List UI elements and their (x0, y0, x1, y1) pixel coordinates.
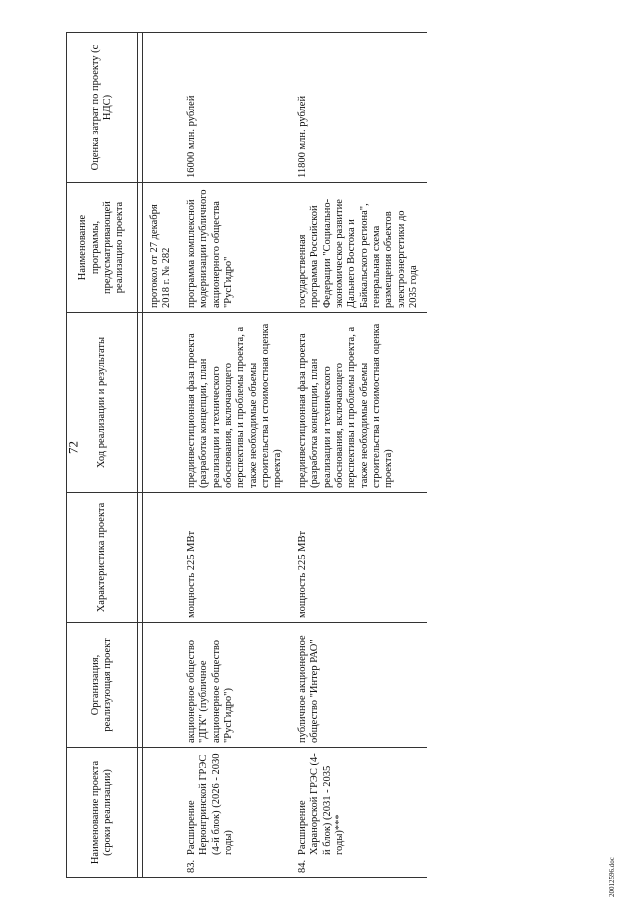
table-row (180, 33, 291, 878)
cell-name (180, 748, 291, 878)
row-number: 83. (185, 859, 197, 873)
header-program: Наименование программы, предусматривающей реализацию проекта (67, 183, 138, 313)
projects-table (66, 32, 427, 878)
cell-organization: акционерное общество "ДГК" (публичное акционерное общество "РусГидро") (180, 623, 291, 748)
rotated-table-container (66, 33, 586, 878)
cell-characteristic: мощность 225 МВт (180, 493, 291, 623)
header-organization: Организация, реализующая проект (67, 623, 138, 748)
cell-organization: публичное акционерное общество "Интер РАО" (291, 623, 427, 748)
cell-characteristic: мощность 225 МВт (291, 493, 427, 623)
document-id: 20012596.doc (608, 857, 616, 897)
header-progress: Ход реализации и результаты (67, 313, 138, 493)
header-project-name: Наименование проекта (сроки реализации) (67, 748, 138, 878)
header-cost: Оценка затрат по проекту (с НДС) (67, 33, 138, 183)
cell-cost: 16000 млн. рублей (180, 33, 291, 183)
cell-name (291, 748, 427, 878)
cell-progress: прединвестиционная фаза проекта (разработка концепции, план реализации и технического обоснования, включающего перспективы и проблемы проекта, а также необходимые объемы строительства и стоимостная оценка проекта) (291, 313, 427, 493)
cell-program: программа комплексной модернизации публичного акционерного общества "РусГидро" (180, 183, 291, 313)
table-row (291, 33, 427, 878)
project-name: Расширение Нерюнгринской ГРЭС (4-й блок) (2026 - 2030 годы) (185, 753, 234, 855)
header-characteristic: Характеристика проекта (67, 493, 138, 623)
table-header-row (67, 33, 138, 878)
page-number: 72 (65, 441, 81, 454)
cell-progress: прединвестиционная фаза проекта (разработка концепции, план реализации и технического обоснования, включающего перспективы и проблемы проекта, а также необходимые объемы строительства и стоимостная оценка проекта) (180, 313, 291, 493)
cell-program: государственная программа Российской Федерации "Социально-экономическое развитие Дальнего Востока и Байкальского региона", генеральная схема размещения объектов электроэнергетики до 2035 года (291, 183, 427, 313)
project-name: Расширение Харанорской ГРЭС (4-й блок) (2031 - 2035 годы)*** (296, 753, 345, 855)
cell-cost: 11800 млн. рублей (291, 33, 427, 183)
table-row-continued (143, 33, 180, 878)
row-number: 84. (296, 859, 308, 873)
cell-program: протокол от 27 декабря 2018 г. № 282 (143, 183, 180, 313)
